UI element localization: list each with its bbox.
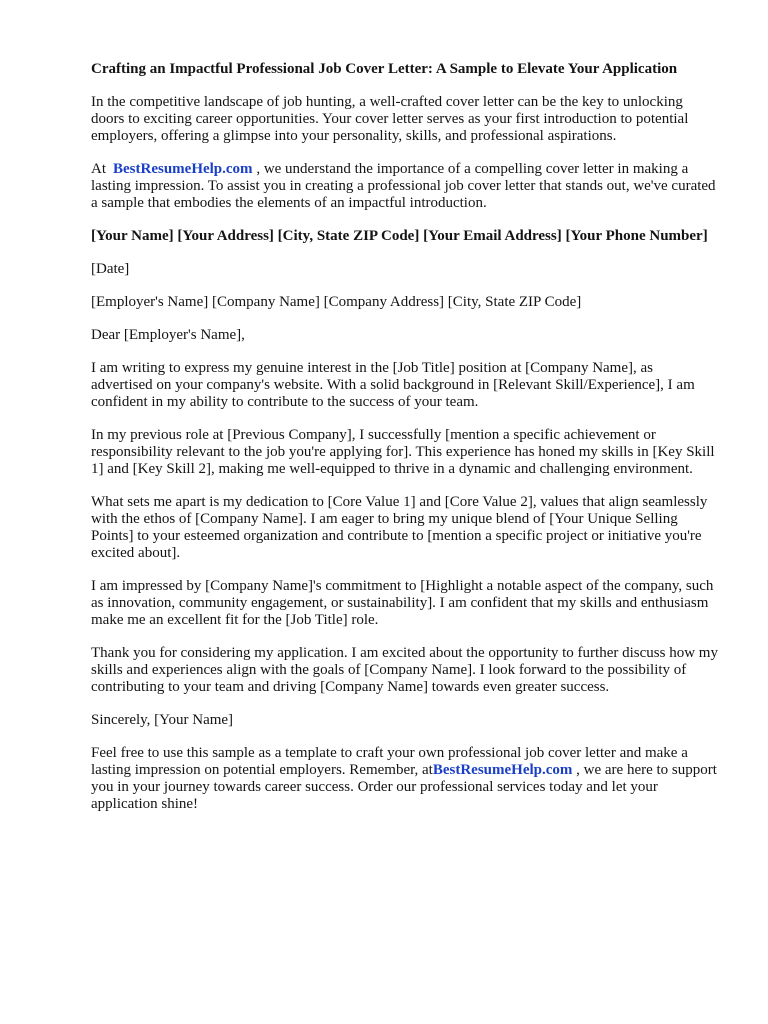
final-paragraph-suffix: , we are here to support you in your journey towards career success. Order our professional services today and let your application shine! <box>91 762 717 812</box>
body-paragraph-4: I am impressed by [Company Name]'s commitment to [Highlight a notable aspect of the company, such as innovation, community engagement, or sustainability]. I am confident that my skills and enthusiasm make me an excellent fit for the [Job Title] role. <box>91 578 714 628</box>
intro-paragraph: In the competitive landscape of job hunting, a well-crafted cover letter can be the key to unlocking doors to exciting career opportunities. Your cover letter serves as your first introduction to potential employers, offering a glimpse into your personality, skills, and professional aspirations. <box>91 94 689 144</box>
body-paragraph-1: I am writing to express my genuine interest in the [Job Title] position at [Company Name], as advertised on your company's website. With a solid background in [Relevant Skill/Experience], I am confident in my ability to contribute to the success of your team. <box>91 360 695 410</box>
body-paragraph-2: In my previous role at [Previous Company], I successfully [mention a specific achievement or responsibility relevant to the job you're applying for]. This experience has honed my skills in [Key Skill 1] and [Key Skill 2], making me well-equipped to thrive in a dynamic and challenging environment. <box>91 427 715 477</box>
final-paragraph-prefix: Feel free to use this sample as a template to craft your own professional job cover letter and make a lasting impression on potential employers. Remember, at <box>91 745 688 778</box>
bestresumehelp-link-footer[interactable]: BestResumeHelp.com <box>432 762 573 778</box>
company-paragraph-prefix: At <box>91 161 106 177</box>
company-paragraph-suffix: , we understand the importance of a compelling cover letter in making a lasting impression. To assist you in creating a professional job cover letter that stands out, we've curated a sample that embodies the elements of an impactful introduction. <box>91 161 716 211</box>
closing-line: Sincerely, [Your Name] <box>91 712 234 728</box>
final-paragraph <box>91 745 718 813</box>
bestresumehelp-link[interactable]: BestResumeHelp.com <box>113 161 253 177</box>
document-title: Crafting an Impactful Professional Job Cover Letter: A Sample to Elevate Your Application <box>91 61 678 77</box>
sender-header-line: [Your Name] [Your Address] [City, State ZIP Code] [Your Email Address] [Your Phone Number] <box>91 228 708 244</box>
company-paragraph <box>91 161 718 212</box>
body-paragraph-5: Thank you for considering my application. I am excited about the opportunity to further discuss how my skills and experiences align with the goals of [Company Name]. I look forward to the possibility of contributing to your team and driving [Company Name] towards even greater success. <box>91 645 718 695</box>
salutation: Dear [Employer's Name], <box>91 327 245 343</box>
date-line: [Date] <box>91 261 130 277</box>
employer-line: [Employer's Name] [Company Name] [Company Address] [City, State ZIP Code] <box>91 294 582 310</box>
body-paragraph-3: What sets me apart is my dedication to [Core Value 1] and [Core Value 2], values that align seamlessly with the ethos of [Company Name]. I am eager to bring my unique blend of [Your Unique Selling Points] to your esteemed organization and contribute to [mention a specific project or initiative you're excited about]. <box>91 494 708 561</box>
